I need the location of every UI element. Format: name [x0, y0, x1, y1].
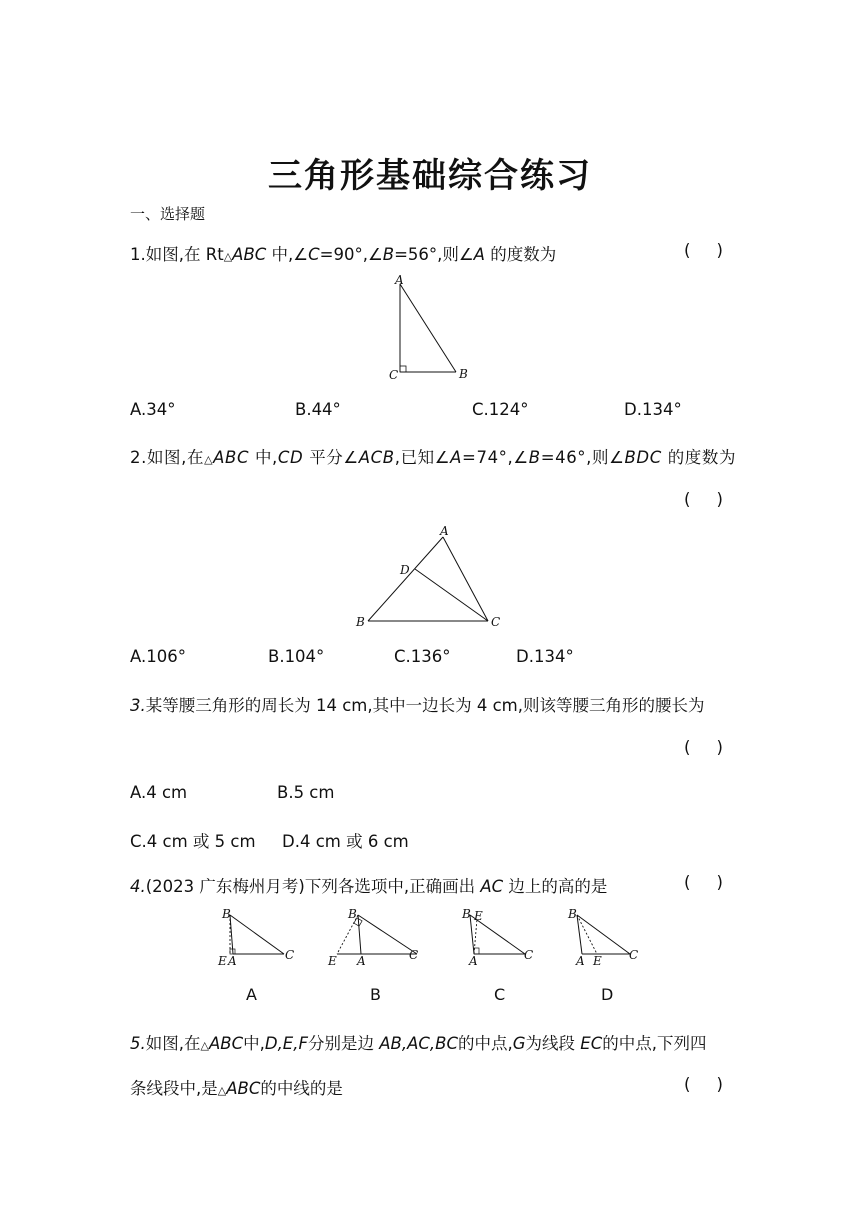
svg-text:B: B	[568, 907, 577, 921]
question-5-text: 5.如图,在△ABC中,D,E,F分别是边 AB,AC,BC的中点,G为线段 EC的中点,下列四	[130, 1034, 707, 1053]
answer-blank-2[interactable]: ( )	[684, 490, 723, 509]
svg-text:B: B	[462, 907, 471, 921]
q4-figure-b	[322, 905, 427, 967]
question-number: 3.	[130, 696, 146, 715]
page-title: 三角形基础综合练习	[268, 156, 592, 196]
answer-blank-5[interactable]: ( )	[684, 1075, 723, 1094]
right-angle-mark	[400, 366, 406, 372]
svg-text:A: A	[228, 954, 237, 967]
question-number: 4.	[130, 877, 146, 896]
q2-option-a[interactable]: A.106°	[130, 647, 186, 666]
point-label-d: D	[400, 563, 410, 577]
side-ab	[368, 537, 443, 621]
q3-option-b[interactable]: B.5 cm	[277, 783, 335, 802]
svg-text:A: A	[576, 954, 585, 967]
q4-caption-c[interactable]: C	[494, 985, 506, 1004]
q1-option-b[interactable]: B.44°	[295, 400, 341, 419]
vertex-label-a: A	[395, 273, 404, 287]
q1-option-a[interactable]: A.34°	[130, 400, 176, 419]
svg-text:E: E	[218, 954, 227, 967]
svg-text:E: E	[593, 954, 602, 967]
question-number: 5.	[130, 1034, 146, 1053]
section-heading: 一、选择题	[130, 205, 206, 223]
q1-triangle-figure	[380, 272, 480, 384]
q2-option-b[interactable]: B.104°	[268, 647, 325, 666]
svg-text:E: E	[474, 909, 483, 923]
q2-option-d[interactable]: D.134°	[516, 647, 574, 666]
vertex-label-b: B	[356, 615, 365, 629]
svg-text:C: C	[409, 948, 419, 962]
vertex-label-c: C	[389, 368, 399, 382]
svg-text:B: B	[222, 907, 231, 921]
segment-cd	[415, 569, 488, 621]
vertex-label-a: A	[440, 524, 449, 538]
svg-text:A: A	[357, 954, 366, 967]
q1-option-d[interactable]: D.134°	[624, 400, 682, 419]
question-2-text: 2.如图,在△ABC 中,CD 平分∠ACB,已知∠A=74°,∠B=46°,则∠BDC 的度数为	[130, 448, 737, 467]
question-1-text: 1.如图,在 Rt△ABC 中,∠C=90°,∠B=56°,则∠A 的度数为	[130, 245, 557, 264]
svg-text:B: B	[348, 907, 357, 921]
answer-blank-4[interactable]: ( )	[684, 873, 723, 892]
question-number: 1.	[130, 245, 146, 264]
svg-text:C: C	[285, 948, 295, 962]
answer-blank-1[interactable]: ( )	[684, 241, 723, 260]
side-ac	[443, 537, 488, 621]
q4-figure-d	[565, 905, 655, 967]
q4-caption-d[interactable]: D	[601, 985, 614, 1004]
q4-caption-a[interactable]: A	[246, 985, 257, 1004]
svg-text:C: C	[524, 948, 534, 962]
q1-option-c[interactable]: C.124°	[472, 400, 529, 419]
side-ab	[400, 284, 456, 372]
svg-text:E: E	[328, 954, 337, 967]
q3-option-c[interactable]: C.4 cm 或 5 cm	[130, 832, 256, 851]
vertex-label-c: C	[491, 615, 501, 629]
answer-blank-3[interactable]: ( )	[684, 738, 723, 757]
q4-figure-c	[455, 905, 545, 967]
q3-option-a[interactable]: A.4 cm	[130, 783, 188, 802]
q2-option-c[interactable]: C.136°	[394, 647, 451, 666]
svg-text:A: A	[469, 954, 478, 967]
q2-triangle-figure	[350, 522, 510, 632]
q4-caption-b[interactable]: B	[370, 985, 381, 1004]
altitude-line	[474, 919, 477, 954]
question-3-text: 3.某等腰三角形的周长为 14 cm,其中一边长为 4 cm,则该等腰三角形的腰长为	[130, 696, 705, 715]
vertex-label-b: B	[459, 367, 468, 381]
q3-option-d[interactable]: D.4 cm 或 6 cm	[282, 832, 409, 851]
question-5-text-line-2: 条线段中,是△ABC的中线的是	[130, 1079, 343, 1098]
svg-text:C: C	[629, 948, 639, 962]
question-4-text: 4.(2023 广东梅州月考)下列各选项中,正确画出 AC 边上的高的是	[130, 877, 608, 896]
q4-figure-a	[212, 905, 302, 967]
question-number: 2.	[130, 448, 147, 467]
